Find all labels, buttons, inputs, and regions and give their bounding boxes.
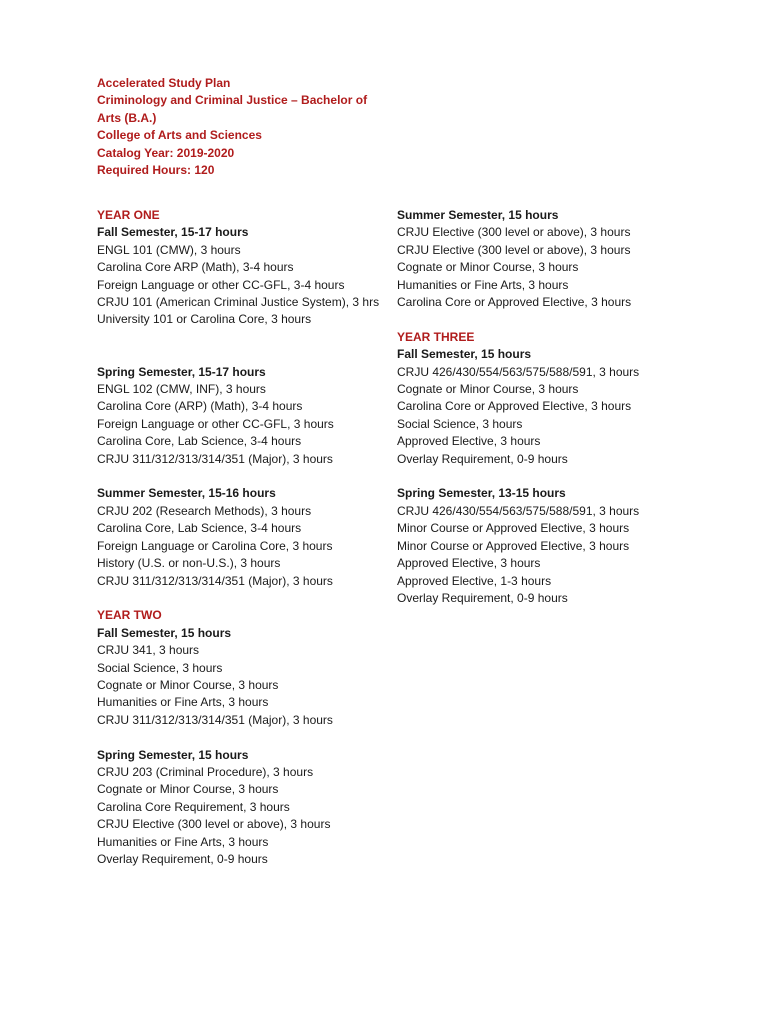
course-item: Carolina Core Requirement, 3 hours (97, 799, 290, 814)
course-item: CRJU 202 (Research Methods), 3 hours (97, 503, 312, 518)
course-item: CRJU 311/312/313/314/351 (Major), 3 hours (97, 451, 333, 466)
course-item: Carolina Core, Lab Science, 3-4 hours (97, 521, 302, 536)
course-item: CRJU Elective (300 level or above), 3 hours (97, 817, 331, 832)
course-item: Foreign Language or other CC-GFL, 3-4 hours (97, 277, 345, 292)
year-two-summer-semester (397, 207, 697, 311)
course-item: Carolina Core, Lab Science, 3-4 hours (97, 434, 302, 449)
year-one-title: YEAR ONE (97, 208, 160, 222)
course-item: Approved Elective, 3 hours (397, 556, 541, 571)
course-item: Carolina Core ARP (Math), 3-4 hours (97, 260, 294, 275)
required-hours: Required Hours: 120 (97, 163, 215, 178)
course-item: Social Science, 3 hours (97, 660, 223, 675)
course-item: CRJU Elective (300 level or above), 3 hours (397, 225, 631, 240)
year-one-section (97, 207, 397, 590)
semester-title: Fall Semester, 15 hours (397, 347, 532, 362)
course-item: Approved Elective, 1-3 hours (397, 573, 552, 588)
semester-title: Fall Semester, 15 hours (97, 625, 232, 640)
year-three-spring-semester (397, 485, 697, 607)
course-item: CRJU 311/312/313/314/351 (Major), 3 hours (97, 712, 333, 727)
degree-title-line-2: Arts (B.A.) (97, 110, 157, 125)
plan-title: Accelerated Study Plan (97, 76, 231, 90)
semester-title: Spring Semester, 15 hours (97, 747, 249, 762)
year-two-title: YEAR TWO (97, 608, 162, 623)
left-column (97, 207, 397, 868)
course-item: Overlay Requirement, 0-9 hours (97, 851, 268, 866)
course-item: Humanities or Fine Arts, 3 hours (97, 834, 269, 849)
course-item: Humanities or Fine Arts, 3 hours (397, 277, 569, 292)
course-item: CRJU 426/430/554/563/575/588/591, 3 hours (397, 364, 640, 379)
year-one-summer-semester (97, 485, 397, 589)
year-one-spring-semester (97, 364, 397, 468)
catalog-year: Catalog Year: 2019-2020 (97, 145, 235, 160)
semester-title: Spring Semester, 15-17 hours (97, 364, 266, 379)
course-item: Approved Elective, 3 hours (397, 434, 541, 449)
course-item: History (U.S. or non-U.S.), 3 hours (97, 556, 281, 571)
year-three-fall-semester (397, 346, 697, 468)
course-item: Humanities or Fine Arts, 3 hours (97, 695, 269, 710)
course-item: Foreign Language or Carolina Core, 3 hours (97, 538, 333, 553)
course-item: Cognate or Minor Course, 3 hours (397, 260, 579, 275)
semester-title: Spring Semester, 13-15 hours (397, 486, 566, 501)
course-item: Cognate or Minor Course, 3 hours (97, 782, 279, 797)
course-item: Carolina Core or Approved Elective, 3 hours (397, 399, 632, 414)
semester-title: Fall Semester, 15-17 hours (97, 225, 249, 240)
year-two-fall-semester (97, 625, 397, 729)
course-item: CRJU 101 (American Criminal Justice System), 3 hrs (97, 295, 380, 310)
course-item: CRJU 341, 3 hours (97, 643, 200, 658)
semester-title: Summer Semester, 15-16 hours (97, 486, 276, 501)
degree-title-line-1: Criminology and Criminal Justice – Bachelor of (97, 93, 368, 108)
course-item: Carolina Core (ARP) (Math), 3-4 hours (97, 399, 303, 414)
course-item: University 101 or Carolina Core, 3 hours (97, 312, 312, 327)
course-item: CRJU Elective (300 level or above), 3 hours (397, 242, 631, 257)
course-item: CRJU 203 (Criminal Procedure), 3 hours (97, 764, 314, 779)
course-item: Social Science, 3 hours (397, 416, 523, 431)
document-header (97, 75, 387, 179)
course-item: ENGL 101 (CMW), 3 hours (97, 242, 241, 257)
year-three-title: YEAR THREE (397, 329, 475, 344)
year-two-spring-semester (97, 747, 397, 869)
course-item: Cognate or Minor Course, 3 hours (97, 677, 279, 692)
course-item: Minor Course or Approved Elective, 3 hours (397, 538, 630, 553)
year-one-fall-semester (97, 224, 397, 328)
course-item: Cognate or Minor Course, 3 hours (397, 382, 579, 397)
semester-title: Summer Semester, 15 hours (397, 208, 559, 222)
course-item: CRJU 426/430/554/563/575/588/591, 3 hours (397, 503, 640, 518)
year-two-section (97, 607, 397, 868)
course-item: Minor Course or Approved Elective, 3 hours (397, 521, 630, 536)
course-item: CRJU 311/312/313/314/351 (Major), 3 hours (97, 573, 333, 588)
course-item: Foreign Language or other CC-GFL, 3 hours (97, 416, 334, 431)
year-three-section (397, 329, 697, 607)
course-item: Overlay Requirement, 0-9 hours (397, 451, 568, 466)
right-column (397, 207, 697, 607)
course-item: ENGL 102 (CMW, INF), 3 hours (97, 382, 266, 397)
course-item: Overlay Requirement, 0-9 hours (397, 590, 568, 605)
college-name: College of Arts and Sciences (97, 128, 262, 143)
course-item: Carolina Core or Approved Elective, 3 hours (397, 295, 632, 310)
